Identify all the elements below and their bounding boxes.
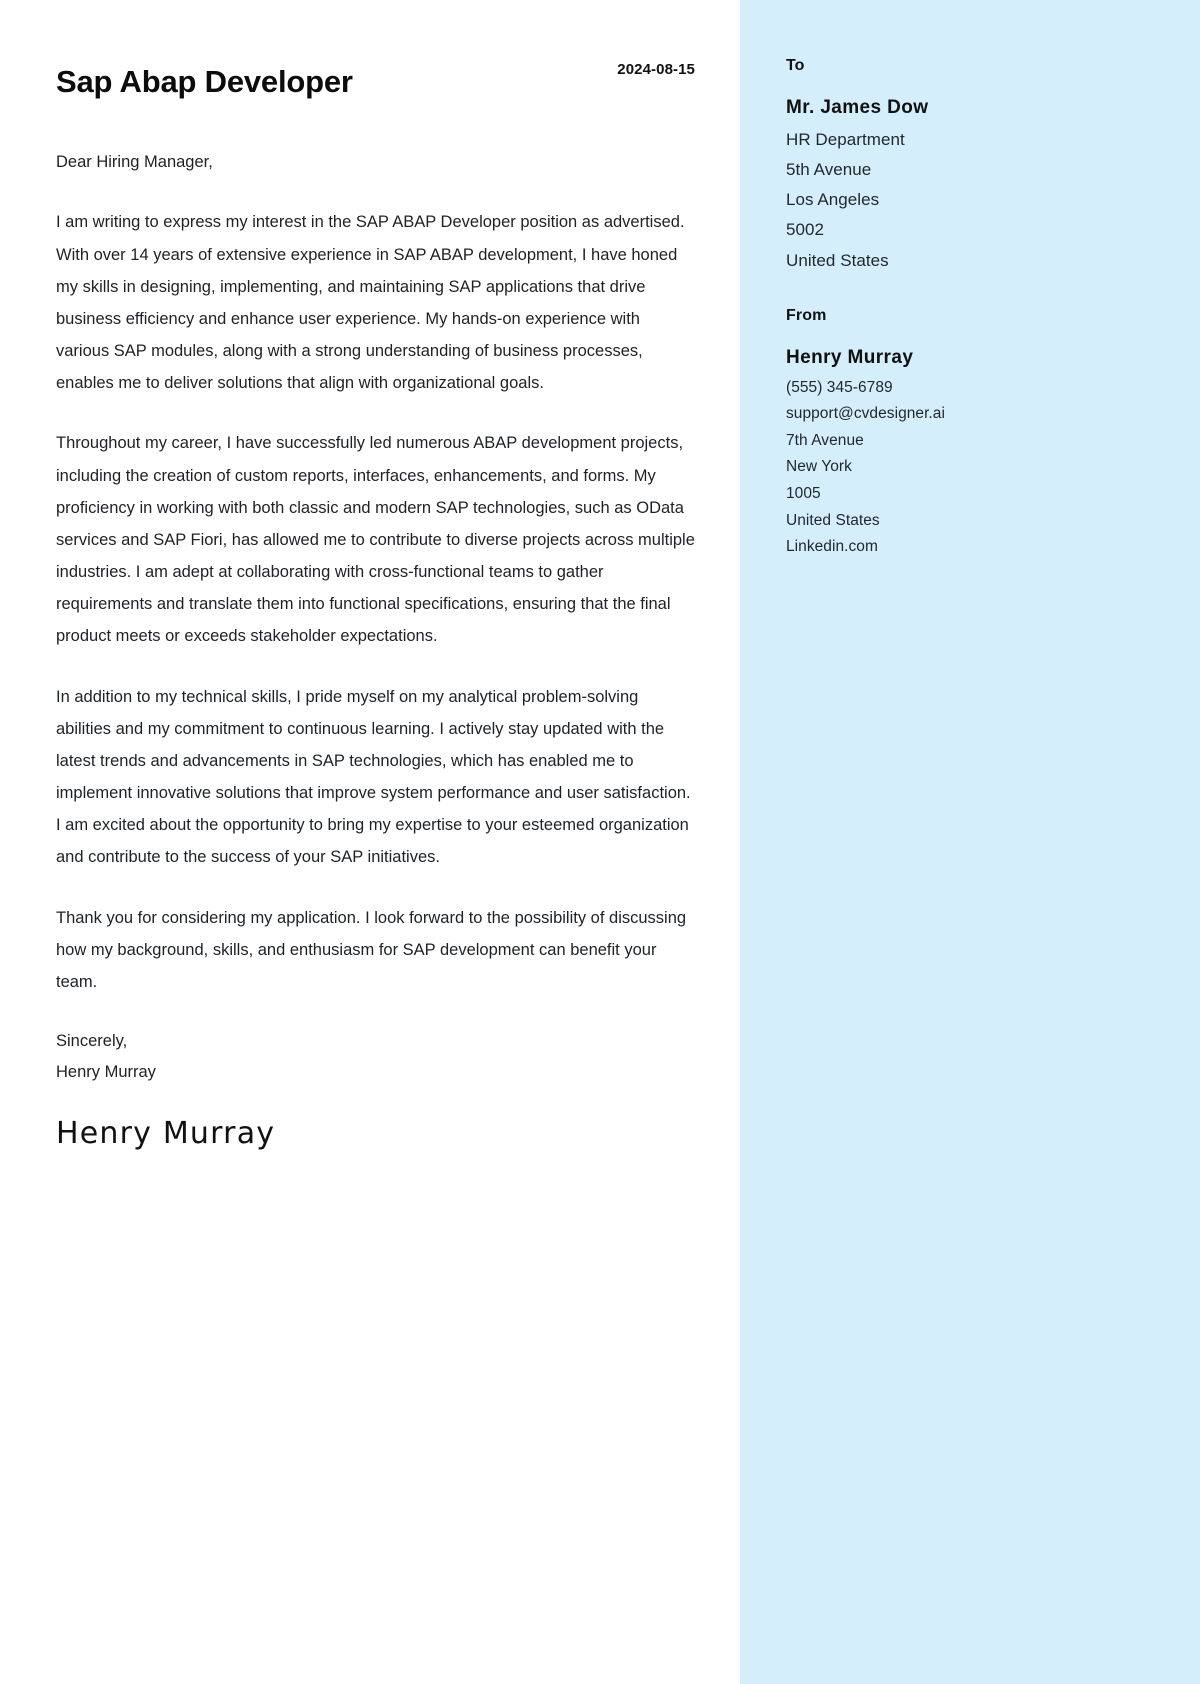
- letter-header: [56, 55, 695, 100]
- sender-linkedin[interactable]: Linkedin.com: [786, 538, 878, 556]
- salutation: Dear Hiring Manager,: [56, 153, 213, 172]
- recipient-heading: To: [786, 57, 805, 74]
- sender-postcode: 1005: [786, 485, 821, 503]
- paragraph-1: I am writing to express my interest in the SAP ABAP Developer position as advertised. With over 14 years of extensive experience in SAP ABAP development, I have honed my skills in designing, implementing, and maintaining SAP applications that drive business efficiency and enhance user experience. My hands-on experience with various SAP modules, along with a strong understanding of business processes, enables me to deliver solutions that align with organizational goals.: [56, 213, 685, 393]
- recipient-line: Los Angeles: [786, 190, 880, 210]
- sender-email[interactable]: support@cvdesigner.ai: [786, 405, 945, 423]
- sender-block: [786, 306, 1200, 561]
- recipient-line: HR Department: [786, 129, 905, 149]
- sender-street: 7th Avenue: [786, 431, 864, 449]
- sender-heading: From: [786, 306, 827, 324]
- closing-name: Henry Murray: [56, 1062, 156, 1081]
- sender-city: New York: [786, 458, 852, 476]
- sender-name: Henry Murray: [786, 347, 914, 369]
- signature: Henry Murray: [56, 1116, 276, 1152]
- sender-country: United States: [786, 511, 880, 529]
- paragraph-3: In addition to my technical skills, I pride myself on my analytical problem-solving abilities and my commitment to continuous learning. I actively stay updated with the latest trends and advancements in SAP technologies, which has enabled me to implement innovative solutions that improve system performance and user satisfaction. I am excited about the opportunity to bring my expertise to your esteemed organization and contribute to the success of your SAP initiatives.: [56, 687, 691, 867]
- recipient-line: 5002: [786, 220, 825, 240]
- letter-content: [56, 146, 695, 1150]
- sender-phone: (555) 345-6789: [786, 378, 893, 396]
- page-title: Sap Abap Developer: [56, 64, 353, 99]
- recipient-block: [786, 56, 1200, 276]
- contact-sidebar: [740, 0, 1200, 1684]
- closing-salutation: Sincerely,: [56, 1032, 128, 1051]
- letter-date: 2024-08-15: [617, 61, 695, 78]
- paragraph-4: Thank you for considering my application. I look forward to the possibility of discussing how my background, skills, and enthusiasm for SAP development can benefit your team.: [56, 908, 687, 991]
- paragraph-2: Throughout my career, I have successfully led numerous ABAP development projects, including the creation of custom reports, interfaces, enhancements, and forms. My proficiency in working with both classic and modern SAP technologies, such as OData services and SAP Fiori, has allowed me to contribute to diverse projects across multiple industries. I am adept at collaborating with cross-functional teams to gather requirements and translate them into functional specifications, ensuring that the final product meets or exceeds stakeholder expectations.: [56, 434, 695, 646]
- recipient-line: United States: [786, 250, 889, 270]
- recipient-line: 5th Avenue: [786, 159, 872, 179]
- recipient-name: Mr. James Dow: [786, 97, 929, 119]
